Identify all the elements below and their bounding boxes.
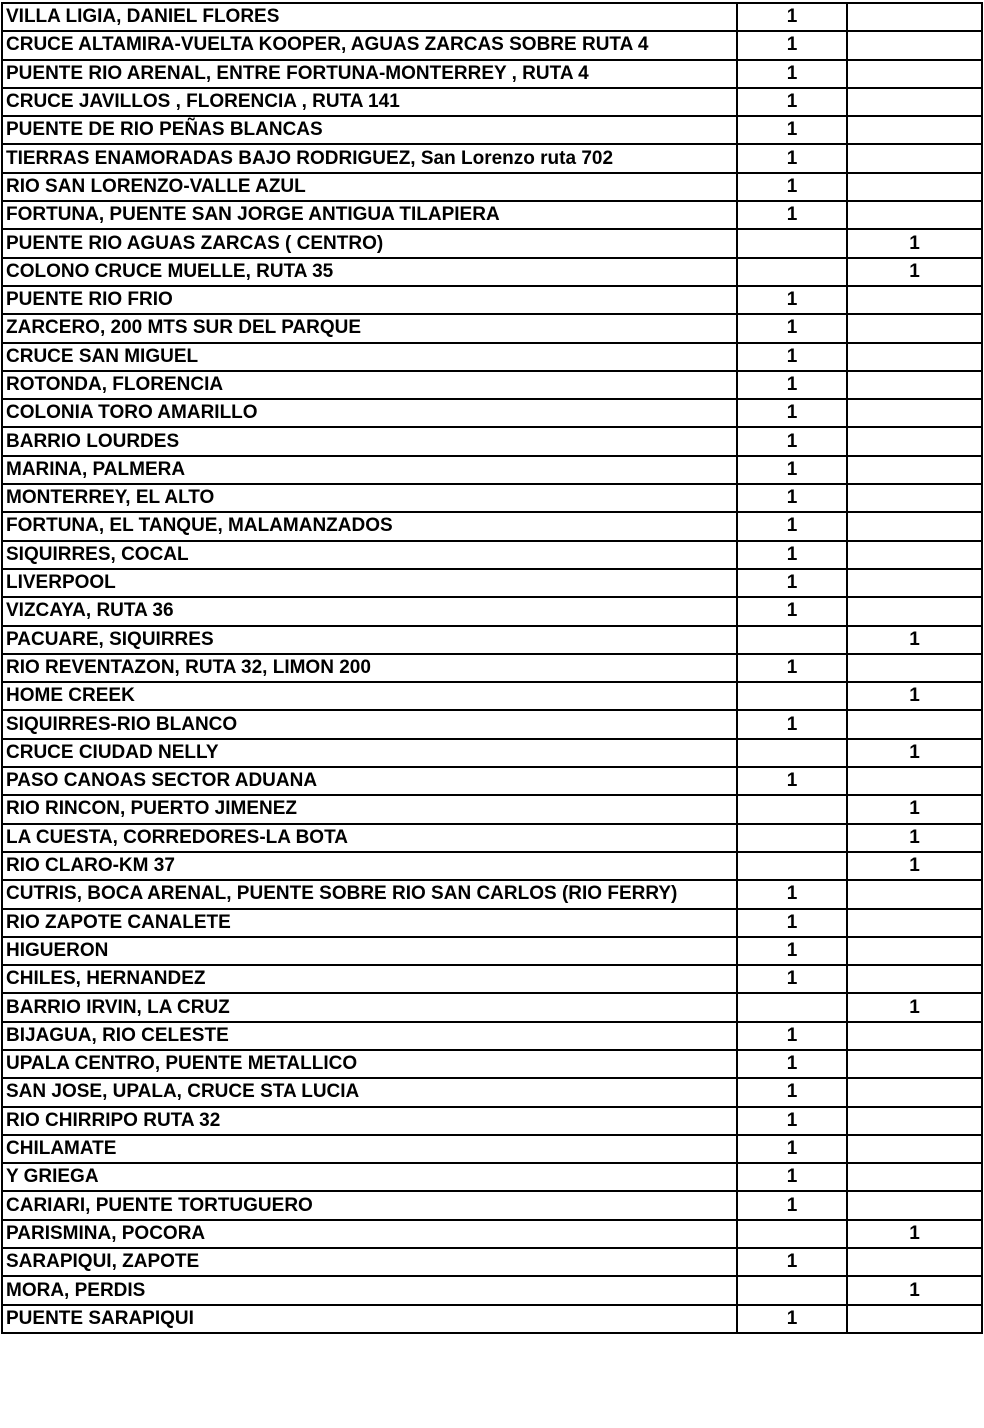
location-cell: RIO ZAPOTE CANALETE — [2, 909, 737, 937]
count-column-1-cell: 1 — [737, 88, 847, 116]
count-column-2-cell — [847, 569, 982, 597]
location-cell: COLONO CRUCE MUELLE, RUTA 35 — [2, 258, 737, 286]
location-cell: PASO CANOAS SECTOR ADUANA — [2, 767, 737, 795]
count-column-2-cell — [847, 116, 982, 144]
count-column-1-cell: 1 — [737, 399, 847, 427]
table-row — [2, 371, 982, 399]
count-column-1-cell: 1 — [737, 3, 847, 31]
count-column-2-cell — [847, 31, 982, 59]
location-cell: RIO CLARO-KM 37 — [2, 852, 737, 880]
table-row — [2, 1163, 982, 1191]
count-column-2-cell — [847, 597, 982, 625]
table-row — [2, 1191, 982, 1219]
table-row — [2, 427, 982, 455]
count-column-1-cell: 1 — [737, 31, 847, 59]
count-column-1-cell — [737, 993, 847, 1021]
table-row — [2, 1248, 982, 1276]
count-column-1-cell: 1 — [737, 343, 847, 371]
location-cell: PACUARE, SIQUIRRES — [2, 626, 737, 654]
location-cell: Y GRIEGA — [2, 1163, 737, 1191]
location-cell: PARISMINA, POCORA — [2, 1220, 737, 1248]
location-cell: CRUCE SAN MIGUEL — [2, 343, 737, 371]
count-column-2-cell: 1 — [847, 626, 982, 654]
table-row — [2, 1022, 982, 1050]
table-row — [2, 144, 982, 172]
count-column-2-cell — [847, 144, 982, 172]
count-column-2-cell: 1 — [847, 993, 982, 1021]
location-cell: HIGUERON — [2, 937, 737, 965]
location-cell: BIJAGUA, RIO CELESTE — [2, 1022, 737, 1050]
count-column-2-cell — [847, 371, 982, 399]
count-column-1-cell: 1 — [737, 909, 847, 937]
count-column-2-cell — [847, 1107, 982, 1135]
count-column-2-cell: 1 — [847, 739, 982, 767]
count-column-1-cell: 1 — [737, 1248, 847, 1276]
table-row — [2, 1050, 982, 1078]
table-row — [2, 597, 982, 625]
count-column-2-cell — [847, 1305, 982, 1333]
count-column-1-cell: 1 — [737, 1191, 847, 1219]
location-cell: BARRIO LOURDES — [2, 427, 737, 455]
count-column-2-cell — [847, 484, 982, 512]
count-column-2-cell: 1 — [847, 1220, 982, 1248]
table-row — [2, 201, 982, 229]
count-column-2-cell — [847, 909, 982, 937]
count-column-2-cell: 1 — [847, 824, 982, 852]
table-row — [2, 682, 982, 710]
location-cell: COLONIA TORO AMARILLO — [2, 399, 737, 427]
location-cell: VILLA LIGIA, DANIEL FLORES — [2, 3, 737, 31]
table-row — [2, 314, 982, 342]
location-cell: BARRIO IRVIN, LA CRUZ — [2, 993, 737, 1021]
count-column-2-cell — [847, 1050, 982, 1078]
count-column-1-cell: 1 — [737, 201, 847, 229]
location-cell: CHILAMATE — [2, 1135, 737, 1163]
table-row — [2, 399, 982, 427]
location-cell: HOME CREEK — [2, 682, 737, 710]
location-cell: RIO REVENTAZON, RUTA 32, LIMON 200 — [2, 654, 737, 682]
count-column-1-cell: 1 — [737, 371, 847, 399]
count-column-1-cell: 1 — [737, 1050, 847, 1078]
count-column-1-cell: 1 — [737, 144, 847, 172]
table-row — [2, 173, 982, 201]
table-row — [2, 1305, 982, 1333]
count-column-1-cell: 1 — [737, 1135, 847, 1163]
count-column-1-cell: 1 — [737, 427, 847, 455]
count-column-2-cell: 1 — [847, 852, 982, 880]
location-cell: SIQUIRRES-RIO BLANCO — [2, 710, 737, 738]
count-column-2-cell — [847, 399, 982, 427]
table-row — [2, 909, 982, 937]
location-cell: CRUCE JAVILLOS , FLORENCIA , RUTA 141 — [2, 88, 737, 116]
count-column-2-cell — [847, 1135, 982, 1163]
count-column-2-cell — [847, 60, 982, 88]
location-cell: SARAPIQUI, ZAPOTE — [2, 1248, 737, 1276]
location-cell: VIZCAYA, RUTA 36 — [2, 597, 737, 625]
count-column-1-cell: 1 — [737, 1163, 847, 1191]
count-column-2-cell — [847, 880, 982, 908]
location-cell: ROTONDA, FLORENCIA — [2, 371, 737, 399]
table-row — [2, 88, 982, 116]
count-column-1-cell: 1 — [737, 654, 847, 682]
count-column-2-cell — [847, 3, 982, 31]
table-row — [2, 767, 982, 795]
table-row — [2, 654, 982, 682]
count-column-1-cell: 1 — [737, 286, 847, 314]
count-column-1-cell — [737, 258, 847, 286]
location-cell: CARIARI, PUENTE TORTUGUERO — [2, 1191, 737, 1219]
location-cell: PUENTE RIO ARENAL, ENTRE FORTUNA-MONTERREY , RUTA 4 — [2, 60, 737, 88]
count-column-1-cell — [737, 626, 847, 654]
table-row — [2, 1276, 982, 1304]
location-cell: CRUCE CIUDAD NELLY — [2, 739, 737, 767]
location-cell: PUENTE SARAPIQUI — [2, 1305, 737, 1333]
count-column-1-cell: 1 — [737, 116, 847, 144]
table-row — [2, 116, 982, 144]
count-column-2-cell — [847, 1163, 982, 1191]
count-column-2-cell: 1 — [847, 229, 982, 257]
count-column-2-cell — [847, 1191, 982, 1219]
count-column-1-cell: 1 — [737, 710, 847, 738]
location-cell: RIO SAN LORENZO-VALLE AZUL — [2, 173, 737, 201]
table-row — [2, 286, 982, 314]
table-row — [2, 1107, 982, 1135]
count-column-2-cell — [847, 286, 982, 314]
table-row — [2, 258, 982, 286]
table-row — [2, 60, 982, 88]
count-column-1-cell: 1 — [737, 456, 847, 484]
count-column-2-cell: 1 — [847, 258, 982, 286]
table-row — [2, 229, 982, 257]
table-row — [2, 852, 982, 880]
count-column-2-cell: 1 — [847, 1276, 982, 1304]
count-column-1-cell: 1 — [737, 60, 847, 88]
count-column-1-cell — [737, 682, 847, 710]
count-column-1-cell: 1 — [737, 937, 847, 965]
count-column-2-cell — [847, 1248, 982, 1276]
count-column-2-cell: 1 — [847, 795, 982, 823]
table-row — [2, 3, 982, 31]
count-column-2-cell — [847, 937, 982, 965]
count-column-1-cell — [737, 1276, 847, 1304]
table-row — [2, 739, 982, 767]
count-column-2-cell — [847, 541, 982, 569]
location-cell: SAN JOSE, UPALA, CRUCE STA LUCIA — [2, 1078, 737, 1106]
table-row — [2, 343, 982, 371]
location-cell: CRUCE ALTAMIRA-VUELTA KOOPER, AGUAS ZARCAS SOBRE RUTA 4 — [2, 31, 737, 59]
count-column-1-cell: 1 — [737, 1107, 847, 1135]
table-row — [2, 880, 982, 908]
count-column-1-cell: 1 — [737, 880, 847, 908]
count-column-2-cell — [847, 456, 982, 484]
location-cell: MARINA, PALMERA — [2, 456, 737, 484]
location-cell: TIERRAS ENAMORADAS BAJO RODRIGUEZ, San Lorenzo ruta 702 — [2, 144, 737, 172]
location-cell: PUENTE RIO AGUAS ZARCAS ( CENTRO) — [2, 229, 737, 257]
location-cell: MONTERREY, EL ALTO — [2, 484, 737, 512]
count-column-1-cell: 1 — [737, 597, 847, 625]
count-column-1-cell: 1 — [737, 1078, 847, 1106]
table-row — [2, 795, 982, 823]
location-cell: RIO CHIRRIPO RUTA 32 — [2, 1107, 737, 1135]
count-column-2-cell — [847, 1078, 982, 1106]
count-column-1-cell: 1 — [737, 569, 847, 597]
count-column-1-cell — [737, 852, 847, 880]
table-row — [2, 710, 982, 738]
location-cell: PUENTE DE RIO PEÑAS BLANCAS — [2, 116, 737, 144]
location-cell: LIVERPOOL — [2, 569, 737, 597]
count-column-1-cell: 1 — [737, 512, 847, 540]
count-column-1-cell: 1 — [737, 173, 847, 201]
table-row — [2, 1078, 982, 1106]
count-column-1-cell: 1 — [737, 314, 847, 342]
count-column-1-cell — [737, 229, 847, 257]
location-cell: FORTUNA, PUENTE SAN JORGE ANTIGUA TILAPIERA — [2, 201, 737, 229]
count-column-2-cell — [847, 654, 982, 682]
location-cell: CHILES, HERNANDEZ — [2, 965, 737, 993]
count-column-1-cell: 1 — [737, 484, 847, 512]
count-column-2-cell — [847, 427, 982, 455]
count-column-1-cell: 1 — [737, 965, 847, 993]
table-row — [2, 937, 982, 965]
location-cell: CUTRIS, BOCA ARENAL, PUENTE SOBRE RIO SAN CARLOS (RIO FERRY) — [2, 880, 737, 908]
count-column-2-cell — [847, 343, 982, 371]
count-column-1-cell: 1 — [737, 1022, 847, 1050]
table-row — [2, 1220, 982, 1248]
count-column-1-cell — [737, 795, 847, 823]
count-column-1-cell — [737, 1220, 847, 1248]
count-column-1-cell — [737, 824, 847, 852]
table-row — [2, 626, 982, 654]
location-cell: UPALA CENTRO, PUENTE METALLICO — [2, 1050, 737, 1078]
count-column-2-cell — [847, 710, 982, 738]
count-column-1-cell: 1 — [737, 541, 847, 569]
location-cell: FORTUNA, EL TANQUE, MALAMANZADOS — [2, 512, 737, 540]
count-column-2-cell — [847, 965, 982, 993]
count-column-1-cell — [737, 739, 847, 767]
table-row — [2, 824, 982, 852]
location-cell: ZARCERO, 200 MTS SUR DEL PARQUE — [2, 314, 737, 342]
table-row — [2, 484, 982, 512]
count-column-2-cell — [847, 88, 982, 116]
table-row — [2, 965, 982, 993]
location-cell: LA CUESTA, CORREDORES-LA BOTA — [2, 824, 737, 852]
table-body — [2, 3, 982, 1333]
table-row — [2, 456, 982, 484]
table-row — [2, 541, 982, 569]
count-column-2-cell — [847, 314, 982, 342]
location-cell: RIO RINCON, PUERTO JIMENEZ — [2, 795, 737, 823]
location-cell: SIQUIRRES, COCAL — [2, 541, 737, 569]
table-row — [2, 993, 982, 1021]
count-column-2-cell: 1 — [847, 682, 982, 710]
count-column-2-cell — [847, 1022, 982, 1050]
table-row — [2, 569, 982, 597]
count-column-2-cell — [847, 512, 982, 540]
location-cell: PUENTE RIO FRIO — [2, 286, 737, 314]
location-cell: MORA, PERDIS — [2, 1276, 737, 1304]
count-column-2-cell — [847, 201, 982, 229]
count-column-2-cell — [847, 173, 982, 201]
count-column-2-cell — [847, 767, 982, 795]
table-row — [2, 512, 982, 540]
count-column-1-cell: 1 — [737, 767, 847, 795]
table-row — [2, 31, 982, 59]
location-table — [1, 2, 983, 1334]
count-column-1-cell: 1 — [737, 1305, 847, 1333]
table-row — [2, 1135, 982, 1163]
